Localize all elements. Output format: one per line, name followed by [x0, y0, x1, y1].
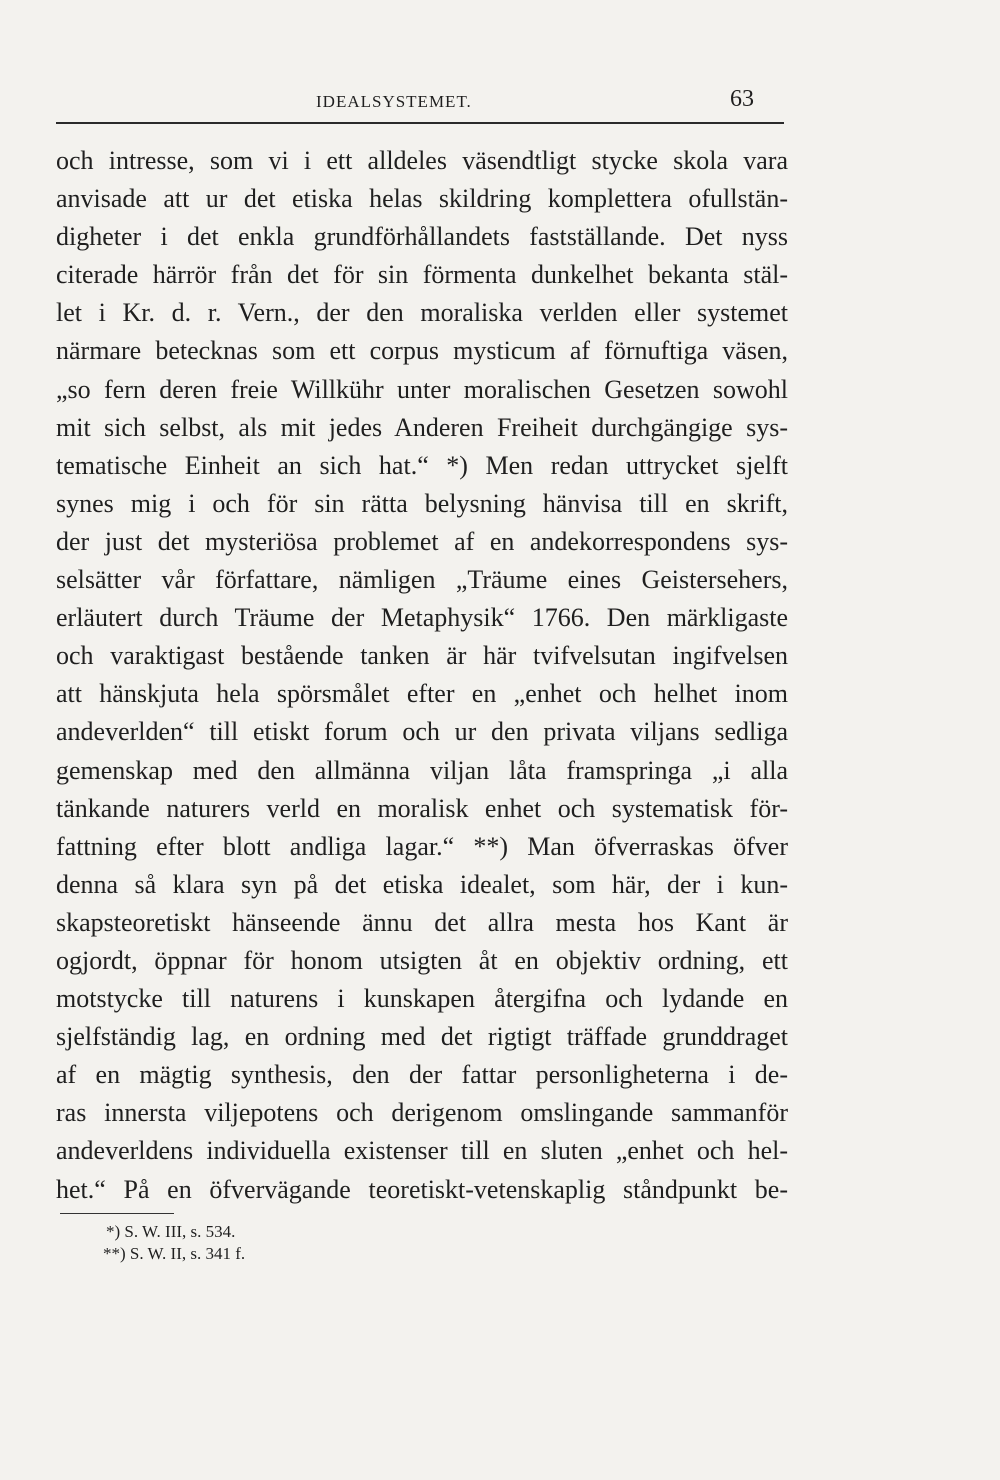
body-line: andeverldens individuella existenser till en sluten „enhet och hel- — [56, 1136, 788, 1166]
footnote-rule — [60, 1213, 174, 1214]
body-line: ogjordt, öppnar för honom utsigten åt en objektiv ordning, ett — [56, 945, 788, 975]
body-line: att hänskjuta hela spörsmålet efter en „enhet och helhet inom — [56, 679, 788, 709]
body-line: gemenskap med den allmänna viljan låta framspringa „i alla — [56, 755, 788, 785]
body-line: ras innersta viljepotens och derigenom omslingande sammanför — [56, 1098, 788, 1128]
body-line: „so fern deren freie Willkühr unter moralischen Gesetzen sowohl — [56, 374, 788, 404]
body-line: tänkande naturers verld en moralisk enhet och systematisk för- — [56, 793, 788, 823]
footnote: *) S. W. III, s. 534. — [106, 1222, 236, 1241]
body-line: skapsteoretiskt hänseende ännu det allra mesta hos Kant är — [56, 907, 788, 937]
body-line: af en mägtig synthesis, den der fattar personligheterna i de- — [56, 1060, 788, 1090]
body-line: anvisade att ur det etiska helas skildring komplettera ofullstän- — [56, 184, 788, 214]
body-line: denna så klara syn på det etiska idealet, som här, der i kun- — [56, 869, 788, 899]
body-line: synes mig i och för sin rätta belysning hänvisa till en skrift, — [56, 488, 788, 518]
footnotes — [103, 1221, 246, 1265]
running-header — [56, 88, 784, 124]
body-line: sjelfständig lag, en ordning med det rigtigt träffade grunddraget — [56, 1022, 788, 1052]
body-line: fattning efter blott andliga lagar.“ **) Man öfverraskas öfver — [56, 831, 788, 861]
body-text — [56, 142, 788, 1209]
body-line: andeverlden“ till etiskt forum och ur den privata viljans sedliga — [56, 717, 788, 747]
body-line: digheter i det enkla grundförhållandets fastställande. Det nyss — [56, 222, 788, 252]
footnote: **) S. W. II, s. 341 f. — [103, 1244, 246, 1263]
body-line: erläutert durch Träume der Metaphysik“ 1766. Den märkligaste — [56, 603, 788, 633]
body-line: selsätter vår författare, nämligen „Träume eines Geistersehers, — [56, 565, 788, 595]
page-number: 63 — [730, 86, 754, 112]
body-line: let i Kr. d. r. Vern., der den moraliska verlden eller systemet — [56, 298, 788, 328]
body-line: närmare betecknas som ett corpus mysticum af förnuftiga väsen, — [56, 336, 788, 366]
body-line: het.“ På en öfvervägande teoretiskt-vetenskaplig ståndpunkt be- — [56, 1174, 788, 1204]
body-line: och varaktigast bestående tanken är här tvifvelsutan ingifvelsen — [56, 641, 788, 671]
body-line: tematische Einheit an sich hat.“ *) Men redan uttrycket sjelft — [56, 450, 788, 480]
body-line: citerade härrör från det för sin förmenta dunkelhet bekanta stäl- — [56, 260, 788, 290]
body-line: och intresse, som vi i ett alldeles väsendtligt stycke skola vara — [56, 146, 788, 175]
body-line: mit sich selbst, als mit jedes Anderen Freiheit durchgängige sys- — [56, 412, 788, 442]
running-title: IDEALSYSTEMET. — [316, 92, 472, 111]
body-line: motstycke till naturens i kunskapen återgifna och lydande en — [56, 984, 788, 1014]
body-line: der just det mysteriösa problemet af en andekorrespondens sys- — [56, 526, 788, 556]
